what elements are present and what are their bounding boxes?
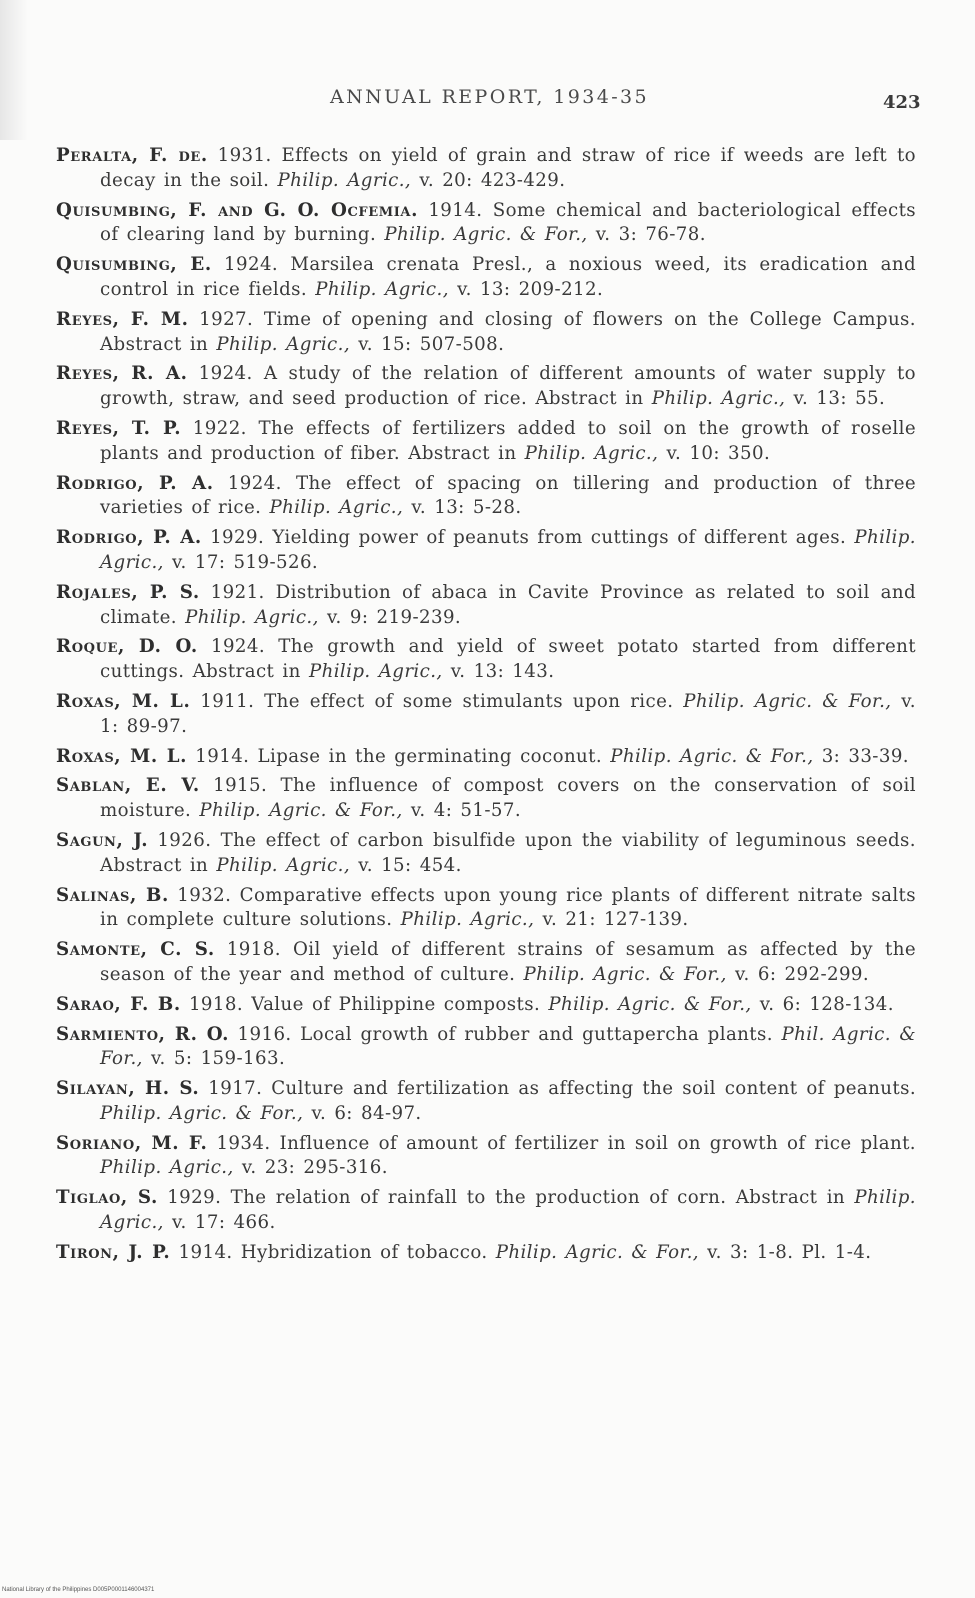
entry-journal: Philip. Agric., — [269, 497, 404, 519]
page-number: 423 — [883, 92, 921, 113]
entry-year: 1914. — [195, 745, 250, 767]
entry-title: Time of opening and closing of flowers on the College Campus. Abstract in — [100, 308, 916, 355]
bibliography-entry — [56, 1077, 916, 1127]
entry-title: Comparative effects upon young rice plants of different nitrate salts in complete culture solutions. — [100, 884, 916, 931]
entry-author: Salinas, B. — [56, 884, 169, 906]
entry-citation: v. 15: 454. — [358, 854, 462, 876]
entry-year: 1934. — [216, 1132, 271, 1154]
bibliography-entry — [56, 308, 916, 358]
entry-year: 1916. — [237, 1023, 292, 1045]
entry-year: 1927. — [199, 308, 254, 330]
entry-journal: Philip. Agric., — [100, 1187, 916, 1234]
entry-journal: Philip. Agric., — [400, 909, 535, 931]
entry-author: Samonte, C. S. — [56, 939, 215, 961]
bibliography-entry — [56, 1023, 916, 1073]
entry-citation: v. 6: 292-299. — [734, 963, 870, 985]
entry-citation: v. 5: 159-163. — [151, 1048, 286, 1070]
entry-citation: v. 17: 466. — [172, 1212, 276, 1234]
entry-title: Distribution of abaca in Cavite Province as related to soil and climate. — [100, 581, 916, 628]
entry-citation: v. 23: 295-316. — [241, 1157, 388, 1179]
entry-journal: Philip. Agric., — [315, 278, 449, 300]
entry-title: Value of Philippine composts. — [251, 993, 541, 1015]
entry-citation: v. 13: 209-212. — [457, 278, 604, 300]
entry-journal: Philip. Agric., — [100, 527, 916, 573]
entry-journal: Philip. Agric., — [100, 1157, 234, 1179]
scan-footer-note: National Library of the Philippines D005P0001146004371 — [2, 1587, 155, 1593]
entry-title: The effect of spacing on tillering and production of three varieties of rice. — [100, 472, 917, 519]
entry-title: The growth and yield of sweet potato started from different cuttings. Abstract in — [100, 636, 916, 683]
entry-year: 1918. — [226, 939, 281, 961]
entry-author: Rodrigo, P. A. — [56, 527, 202, 549]
entry-title: Culture and fertilization as affecting the soil content of peanuts. — [271, 1078, 916, 1100]
bibliography-entry — [56, 745, 916, 770]
entry-citation: v. 21: 127-139. — [542, 909, 689, 931]
entry-author: Silayan, H. S. — [56, 1078, 200, 1100]
entry-citation: v. 3: 1-8. Pl. 1-4. — [707, 1241, 872, 1263]
entry-title: Local growth of rubber and guttapercha plants. — [300, 1023, 773, 1045]
entry-year: 1929. — [167, 1187, 222, 1209]
bibliography-entry — [56, 1132, 916, 1182]
entry-year: 1914. — [178, 1241, 233, 1263]
entry-author: Sarao, F. B. — [56, 993, 181, 1015]
entry-journal: Phil. Agric. & For., — [100, 1023, 917, 1070]
entry-title: Effects on yield of grain and straw of rice if weeds are left to decay in the soil. — [100, 145, 917, 191]
bibliography-entry — [56, 144, 916, 194]
entry-author: Sagun, J. — [56, 829, 149, 851]
entry-title: The effect of some stimulants upon rice. — [264, 690, 674, 712]
entry-author: Roxas, M. L. — [56, 690, 191, 712]
entry-journal: Philip. Agric., — [524, 442, 659, 464]
entry-author: Tiglao, S. — [56, 1187, 158, 1209]
entry-journal: Philip. Agric., — [216, 333, 351, 355]
page-edge-shadow — [0, 0, 28, 140]
page-header — [0, 86, 975, 116]
entry-citation: v. 17: 519-526. — [172, 551, 319, 573]
entry-author: Sarmiento, R. O. — [56, 1023, 230, 1045]
entry-title: The relation of rainfall to the production of corn. Abstract in — [230, 1187, 846, 1209]
entry-year: 1929. — [210, 527, 265, 549]
entry-year: 1931. — [217, 145, 272, 166]
entry-year: 1917. — [208, 1078, 263, 1100]
entry-citation: v. 13: 143. — [450, 661, 555, 683]
entry-year: 1921. — [210, 581, 265, 603]
entry-journal: Philip. Agric. & For., — [548, 993, 752, 1015]
entry-title: Lipase in the germinating coconut. — [257, 745, 603, 767]
entry-author: Tiron, J. P. — [56, 1241, 171, 1263]
entry-author: Reyes, T. P. — [56, 417, 182, 439]
bibliography-entry — [56, 526, 916, 576]
entry-author: Roxas, M. L. — [56, 745, 188, 767]
bibliography-entry — [56, 472, 916, 522]
entry-journal: Philip. Agric., — [185, 606, 319, 628]
entry-title: Marsilea crenata Presl., a noxious weed, its eradication and control in rice fields. — [100, 254, 917, 300]
entry-year: 1915. — [213, 775, 268, 797]
entry-title: Some chemical and bacteriological effects of clearing land by burning. — [100, 199, 917, 246]
entry-title: The effects of fertilizers added to soil on the growth of roselle plants and production of fiber. Abstract in — [100, 417, 916, 464]
entry-citation: 3: 33-39. — [821, 745, 909, 767]
entry-journal: Philip. Agric., — [308, 661, 443, 683]
entry-journal: Philip. Agric. & For., — [384, 224, 588, 246]
entry-author: Quisumbing, F. and G. O. Ocfemia. — [56, 199, 419, 221]
entry-author: Peralta, F. de. — [56, 145, 208, 166]
bibliography-entry — [56, 417, 916, 467]
bibliography-entry — [56, 829, 916, 879]
bibliography-entry — [56, 1241, 916, 1266]
entry-journal: Philip. Agric. & For., — [100, 1102, 304, 1124]
bibliography-entry — [56, 690, 916, 740]
entry-author: Rojales, P. S. — [56, 581, 200, 603]
entry-author: Quisumbing, E. — [56, 254, 212, 276]
entry-year: 1914. — [428, 199, 483, 221]
bibliography-entry — [56, 938, 916, 988]
entry-citation: v. 15: 507-508. — [358, 333, 505, 355]
entry-journal: Philip. Agric. & For., — [683, 690, 892, 712]
bibliography-entry — [56, 362, 916, 412]
entry-title: Hybridization of tobacco. — [240, 1241, 488, 1263]
entry-title: Influence of amount of fertilizer in soil on growth of rice plant. — [279, 1132, 916, 1154]
entry-title: The effect of carbon bisulfide upon the viability of leguminous seeds. Abstract in — [100, 829, 916, 876]
entry-citation: v. 4: 51-57. — [410, 800, 522, 822]
entry-title: The influence of compost covers on the conservation of soil moisture. — [100, 775, 916, 822]
bibliography-entry — [56, 884, 916, 934]
entry-citation: v. 20: 423-429. — [419, 169, 566, 191]
entry-author: Reyes, F. M. — [56, 308, 189, 330]
entry-journal: Philip. Agric., — [277, 169, 412, 191]
entry-journal: Philip. Agric. & For., — [523, 963, 727, 985]
entry-year: 1926. — [157, 829, 212, 851]
entry-journal: Philip. Agric. & For., — [199, 800, 403, 822]
bibliography-entry — [56, 1186, 916, 1236]
entry-citation: v. 13: 55. — [793, 388, 886, 410]
entry-journal: Philip. Agric. & For., — [610, 745, 814, 767]
entry-year: 1924. — [224, 254, 279, 276]
entry-author: Sablan, E. V. — [56, 775, 200, 797]
bibliography-list — [56, 144, 916, 1271]
bibliography-entry — [56, 199, 916, 249]
entry-citation: v. 1: 89-97. — [100, 690, 916, 737]
entry-journal: Philip. Agric., — [651, 388, 786, 410]
entry-year: 1922. — [192, 417, 247, 439]
running-head: ANNUAL REPORT, 1934-35 — [330, 86, 649, 108]
entry-author: Roque, D. O. — [56, 636, 198, 658]
entry-journal: Philip. Agric., — [216, 854, 351, 876]
entry-author: Rodrigo, P. A. — [56, 472, 214, 494]
entry-author: Soriano, M. F. — [56, 1132, 208, 1154]
entry-year: 1918. — [188, 993, 244, 1015]
entry-journal: Philip. Agric. & For., — [495, 1241, 699, 1263]
entry-year: 1911. — [200, 690, 255, 712]
bibliography-entry — [56, 993, 916, 1018]
entry-year: 1932. — [177, 884, 232, 906]
entry-author: Reyes, R. A. — [56, 363, 188, 385]
bibliography-entry — [56, 253, 916, 303]
entry-citation: v. 3: 76-78. — [595, 224, 706, 246]
entry-citation: v. 9: 219-239. — [327, 606, 462, 628]
entry-year: 1924. — [198, 363, 253, 385]
entry-citation: v. 13: 5-28. — [411, 497, 522, 519]
entry-citation: v. 6: 84-97. — [311, 1102, 422, 1124]
bibliography-entry — [56, 581, 916, 631]
entry-year: 1924. — [227, 472, 282, 494]
entry-title: Oil yield of different strains of sesamum as affected by the season of the year and method of culture. — [100, 939, 916, 985]
bibliography-entry — [56, 774, 916, 824]
entry-year: 1924. — [210, 636, 266, 658]
entry-title: A study of the relation of different amounts of water supply to growth, straw, and seed production of rice. Abstract in — [100, 363, 917, 410]
entry-citation: v. 10: 350. — [666, 442, 771, 464]
entry-citation: v. 6: 128-134. — [759, 993, 894, 1015]
bibliography-entry — [56, 635, 916, 685]
entry-title: Yielding power of peanuts from cuttings of different ages. — [272, 527, 847, 549]
